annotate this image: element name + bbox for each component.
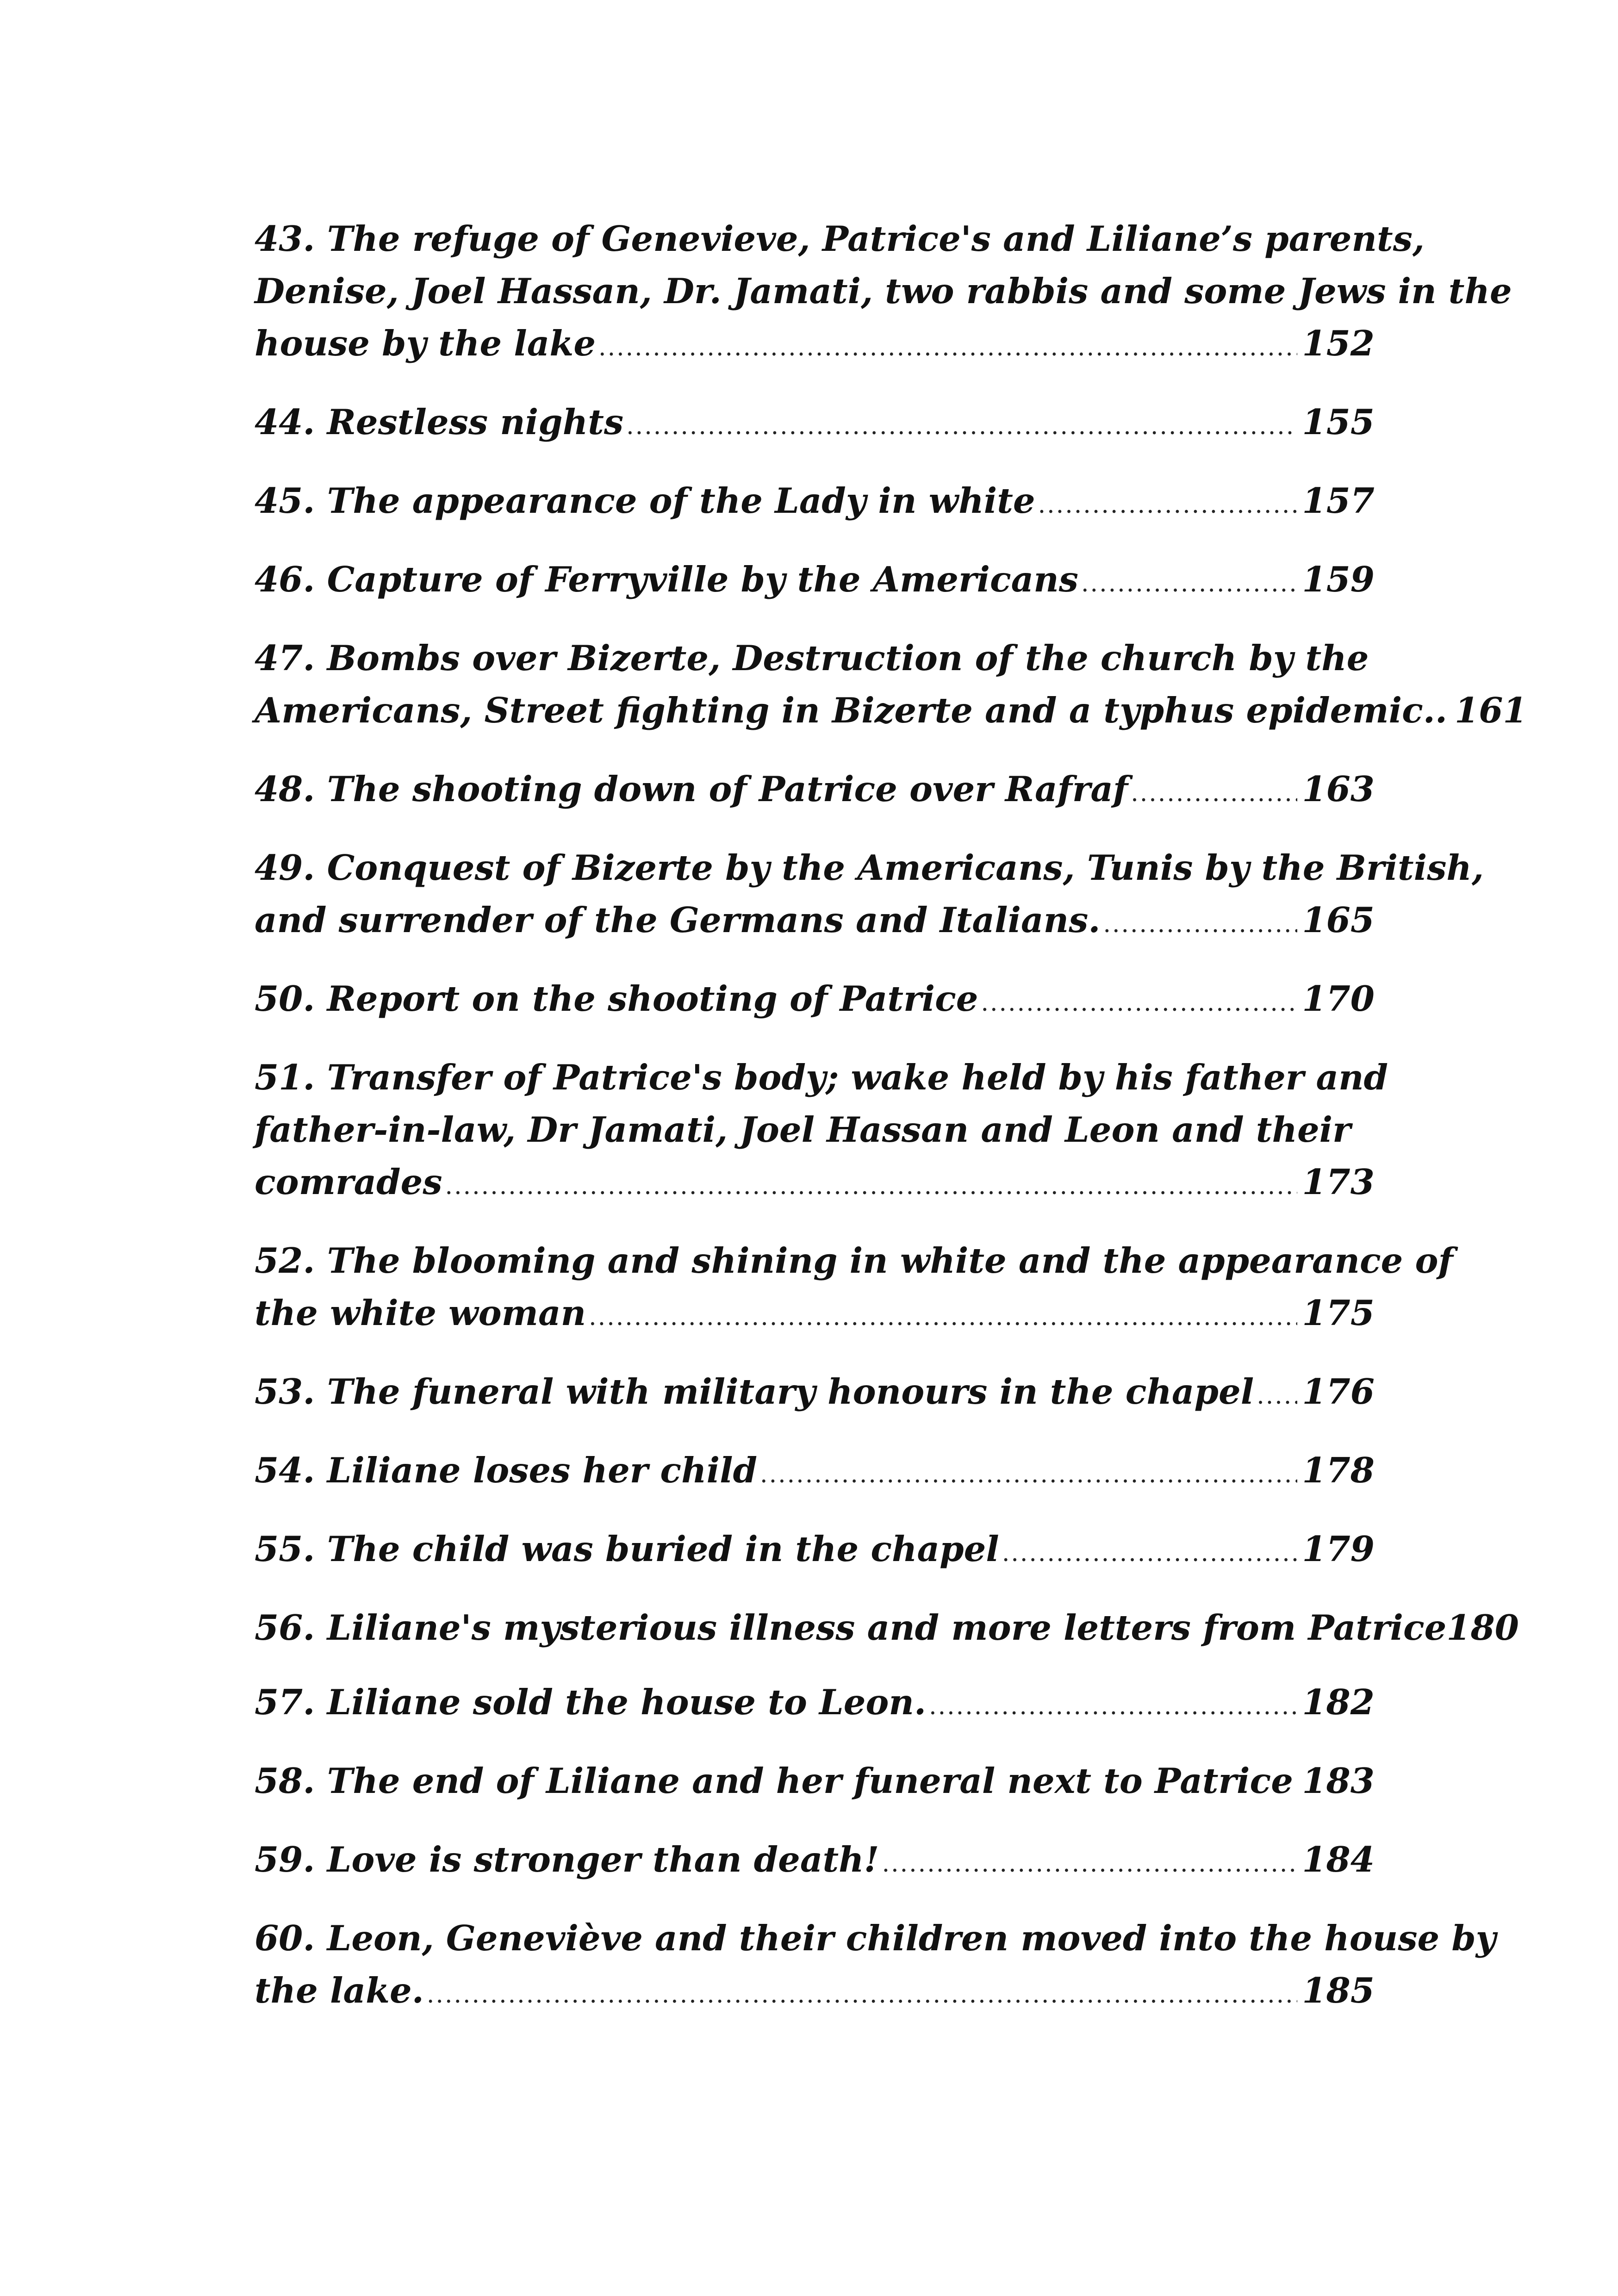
dot-leader (1038, 479, 1298, 531)
table-of-contents (255, 213, 1527, 2043)
toc-entry (255, 213, 1512, 374)
dot-leader (1002, 1527, 1298, 1580)
toc-entry-last-line (255, 475, 1375, 531)
toc-entry-title-line: father-in-law, Dr Jamati, Joel Hassan and Leon and their (255, 1109, 1351, 1150)
toc-entry-last-line (255, 1444, 1375, 1501)
toc-entry-title-line: 51. Transfer of Patrice's body; wake held by his father and (255, 1057, 1388, 1098)
dot-leader (445, 1160, 1298, 1213)
toc-entry (255, 554, 1375, 610)
toc-entry-last-line (255, 763, 1375, 820)
toc-entry-last-line (255, 396, 1375, 453)
toc-page-number: 152 (1302, 323, 1375, 364)
toc-page-number: 178 (1302, 1450, 1375, 1491)
toc-page-number: 182 (1302, 1682, 1375, 1723)
toc-entry-title-line: 53. The funeral with military honours in the chapel (255, 1371, 1254, 1412)
toc-entry-title-line: Denise, Joel Hassan, Dr. Jamati, two rabbis and some Jews in the (255, 271, 1512, 311)
toc-entry-last-line (255, 1156, 1375, 1213)
toc-entry-title-line: 54. Liliane loses her child (255, 1450, 758, 1491)
dot-leader (589, 1291, 1297, 1344)
dot-leader (626, 400, 1297, 453)
dot-leader (760, 1449, 1297, 1501)
toc-entry-title-line: 48. The shooting down of Patrice over Rafraf (255, 769, 1128, 809)
toc-entry-title-line: 45. The appearance of the Lady in white (255, 480, 1035, 521)
toc-entry-title-line: comrades (255, 1162, 442, 1202)
toc-page-number: 173 (1302, 1162, 1375, 1202)
toc-entry-last-line (255, 1676, 1375, 1733)
toc-entry-title-line: 55. The child was buried in the chapel (255, 1529, 999, 1569)
toc-entry-title-line: 44. Restless nights (255, 402, 624, 442)
toc-entry (255, 1676, 1375, 1733)
toc-page-number: 184 (1302, 1839, 1375, 1880)
toc-entry (255, 842, 1484, 951)
toc-entry-title-line: 56. Liliane's mysterious illness and more letters from Patrice (255, 1607, 1447, 1648)
toc-entry-last-line (255, 1834, 1375, 1890)
toc-entry-last-line (255, 1602, 1519, 1654)
toc-page-number: 180 (1446, 1607, 1519, 1648)
toc-entry-title-line: 46. Capture of Ferryville by the Americans (255, 559, 1079, 600)
toc-page-number: 161 (1455, 690, 1527, 731)
toc-entry (255, 1366, 1375, 1422)
dot-leader (1296, 1759, 1298, 1811)
toc-entry (255, 1834, 1375, 1890)
dot-leader (882, 1838, 1298, 1890)
toc-entry-title-line: 47. Bombs over Bizerte, Destruction of the church by the (255, 638, 1369, 678)
toc-entry (255, 763, 1375, 820)
toc-entry (255, 973, 1375, 1029)
dot-leader (929, 1680, 1297, 1733)
toc-entry-title-line: 52. The blooming and shining in white and the appearance of (255, 1240, 1453, 1281)
dot-leader (427, 1969, 1298, 2021)
toc-entry (255, 1912, 1496, 2021)
toc-entry-last-line (255, 684, 1527, 741)
toc-entry-title-line: 43. The refuge of Genevieve, Patrice's and Liliane’s parents, (255, 218, 1425, 259)
toc-entry-last-line (255, 894, 1375, 951)
toc-page-number: 175 (1302, 1293, 1375, 1333)
toc-entry-title-line: 49. Conquest of Bizerte by the Americans, Tunis by the British, (255, 847, 1484, 888)
toc-entry-last-line (255, 1523, 1375, 1580)
toc-page-number: 176 (1302, 1371, 1375, 1412)
toc-entry-title-line: house by the lake (255, 323, 596, 364)
toc-entry-title-line: and surrender of the Germans and Italians. (255, 900, 1101, 940)
dot-leader (598, 322, 1297, 374)
toc-page-number: 165 (1302, 900, 1375, 940)
toc-page-number: 155 (1302, 402, 1375, 442)
toc-entry-title-line: 58. The end of Liliane and her funeral next to Patrice (255, 1761, 1293, 1801)
toc-entry (255, 1235, 1453, 1344)
toc-entry-last-line (255, 1287, 1375, 1344)
toc-page-number: 159 (1302, 559, 1375, 600)
toc-entry-last-line (255, 317, 1375, 374)
dot-leader (1131, 767, 1297, 820)
toc-entry-last-line (255, 1755, 1375, 1811)
toc-entry (255, 1444, 1375, 1501)
toc-page-number: 185 (1302, 1970, 1375, 2011)
toc-entry-title-line: the white woman (255, 1293, 586, 1333)
toc-page-number: 163 (1302, 769, 1375, 809)
dot-leader (1257, 1370, 1297, 1422)
toc-page-number: 183 (1302, 1761, 1375, 1801)
dot-leader (1081, 558, 1297, 610)
toc-entry (255, 475, 1375, 531)
toc-entry-title-line: Americans, Street fighting in Bizerte and a typhus epidemic.. (255, 690, 1448, 731)
toc-entry (255, 1523, 1375, 1580)
toc-entry-last-line (255, 554, 1375, 610)
toc-entry (255, 1602, 1519, 1654)
dot-leader (1103, 898, 1297, 951)
dot-leader (981, 977, 1297, 1029)
toc-page-number: 179 (1302, 1529, 1375, 1569)
toc-entry-title-line: the lake. (255, 1970, 424, 2011)
toc-entry-title-line: 50. Report on the shooting of Patrice (255, 978, 978, 1019)
toc-page-number: 157 (1302, 480, 1375, 521)
toc-entry-last-line (255, 973, 1375, 1029)
toc-entry (255, 396, 1375, 453)
toc-entry-last-line (255, 1965, 1375, 2021)
toc-entry-title-line: 57. Liliane sold the house to Leon. (255, 1682, 927, 1723)
toc-entry-title-line: 60. Leon, Geneviève and their children moved into the house by (255, 1918, 1496, 1959)
toc-entry (255, 1052, 1388, 1213)
toc-page-number: 170 (1302, 978, 1375, 1019)
toc-entry-title-line: 59. Love is stronger than death! (255, 1839, 879, 1880)
toc-entry (255, 1755, 1375, 1811)
toc-entry (255, 632, 1527, 741)
toc-entry-last-line (255, 1366, 1375, 1422)
